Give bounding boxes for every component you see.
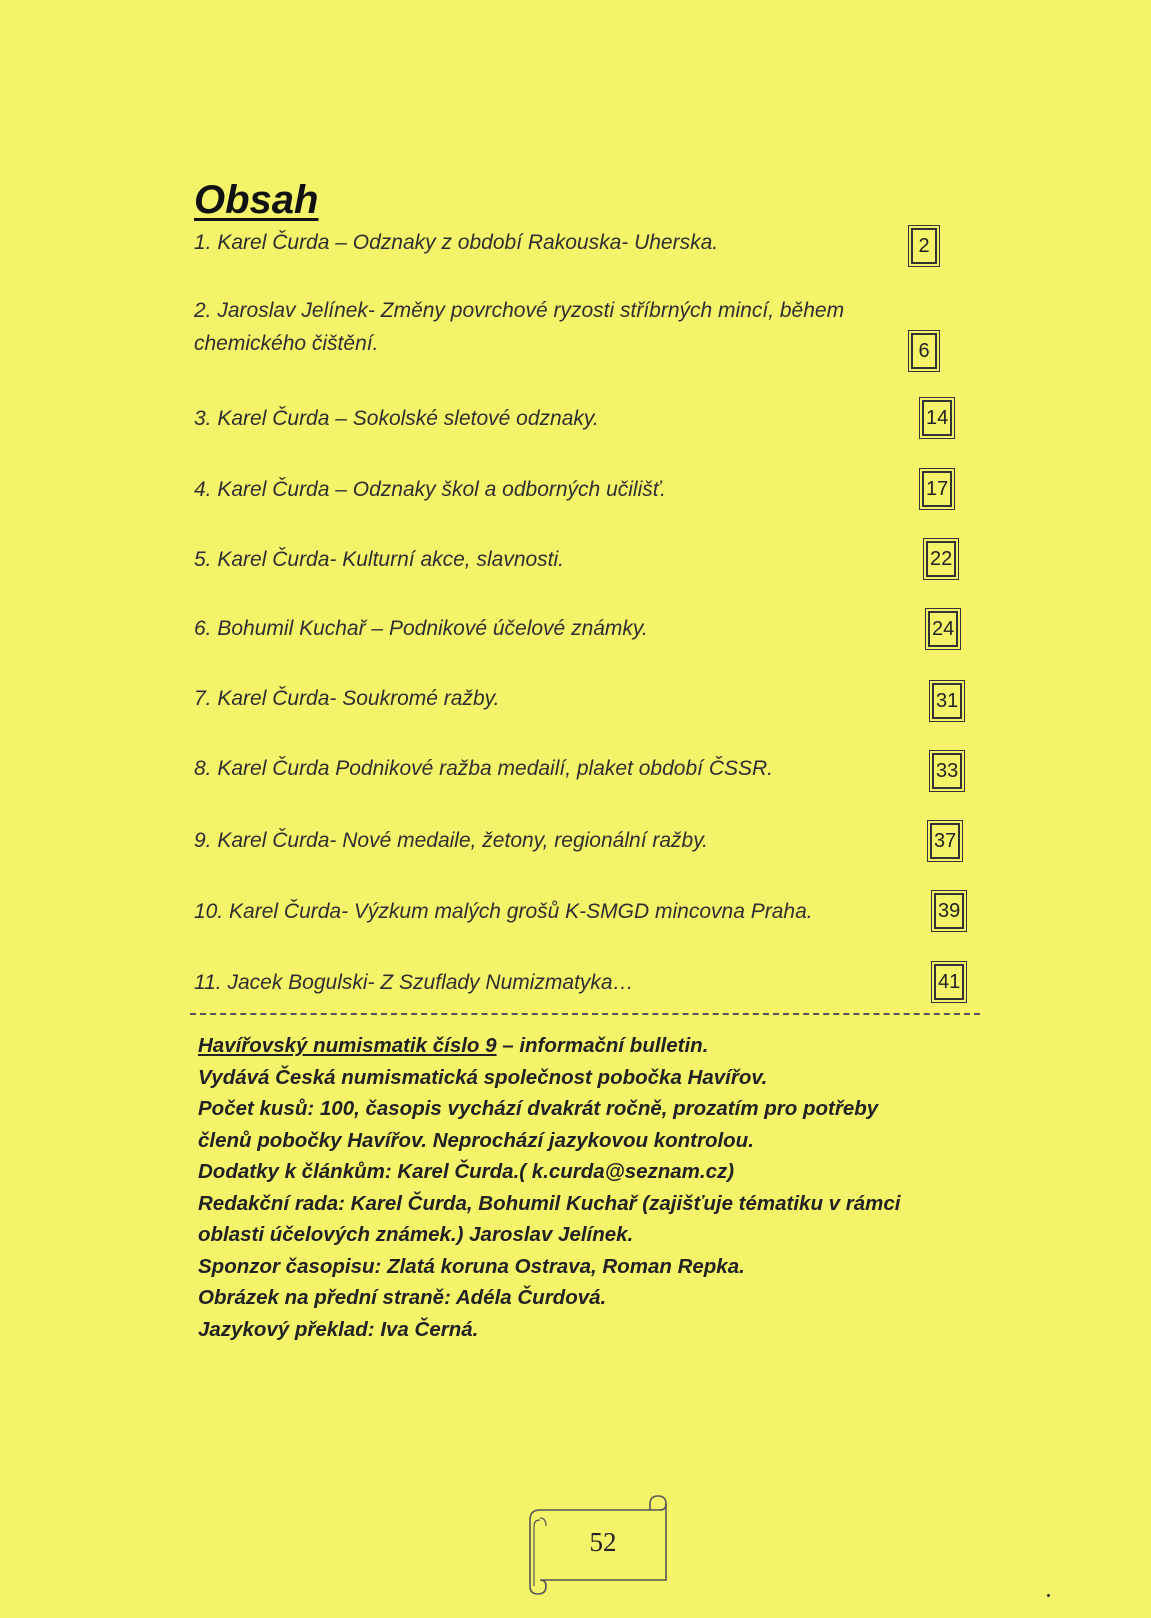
toc-page-box: 31 [932,683,962,719]
toc-number: 11. [194,971,222,994]
toc-text: Karel Čurda- Nové medaile, žetony, regionální ražby. [217,829,708,852]
dashed-divider [190,1013,980,1015]
imprint-block [198,1030,998,1345]
bulletin-name: Havířovský numismatik číslo 9 [198,1034,497,1057]
toc-page-box: 37 [930,823,960,859]
page-number: 52 [589,1527,617,1557]
toc-text: Bohumil Kuchař – Podnikové účelové známky. [217,617,648,640]
toc-item-10 [194,895,813,928]
toc-text: Jacek Bogulski- Z Szuflady Numizmatyka… [227,971,634,994]
imprint-line-6: Redakční rada: Karel Čurda, Bohumil Kuchař (zajišťuje tématiku v rámci [198,1191,901,1215]
toc-number: 6. [194,617,212,640]
toc-item-7 [194,682,499,715]
scan-speck [1047,1594,1050,1597]
toc-page-box: 39 [934,893,964,929]
page-title: Obsah [194,178,319,222]
toc-page-box: 22 [926,541,956,577]
imprint-line-7: oblasti účelových známek.) Jaroslav Jelínek. [198,1223,634,1246]
bulletin-desc: – informační bulletin. [496,1034,709,1057]
toc-number: 2. [194,299,212,322]
imprint-line-8: Sponzor časopisu: Zlatá koruna Ostrava, Roman Repka. [198,1254,745,1278]
toc-page-box: 6 [911,333,937,369]
toc-number: 7. [194,687,212,710]
toc-item-5 [194,543,564,576]
toc-page-box: 24 [928,611,958,647]
toc-text: Karel Čurda- Výzkum malých grošů K-SMGD mincovna Praha. [229,900,813,923]
imprint-line-2: Vydává Česká numismatická společnost pobočka Havířov. [198,1065,768,1089]
toc-number: 3. [194,407,212,430]
toc-text: Karel Čurda – Odznaky z období Rakouska- Uherska. [217,231,719,254]
imprint-line-1 [198,1030,998,1062]
toc-number: 9. [194,829,212,852]
toc-number: 10. [194,900,224,923]
toc-text: Karel Čurda- Soukromé ražby. [217,687,500,710]
toc-item-4 [194,473,666,506]
toc-number: 1. [194,231,212,254]
imprint-line-3: Počet kusů: 100, časopis vychází dvakrát ročně, prozatím pro potřeby [198,1097,879,1120]
toc-number: 5. [194,548,212,571]
toc-text: Karel Čurda – Odznaky škol a odborných učilišť. [217,478,667,501]
imprint-line-10: Jazykový překlad: Iva Černá. [198,1317,479,1341]
toc-page-box: 14 [922,400,952,436]
toc-number: 4. [194,478,212,501]
toc-page-box: 17 [922,471,952,507]
toc-text: Jaroslav Jelínek- Změny povrchové ryzosti stříbrných mincí, během [217,299,845,322]
toc-text: Karel Čurda – Sokolské sletové odznaky. [217,407,599,430]
toc-item-9 [194,824,708,857]
toc-text: Karel Čurda Podnikové ražba medailí, plaket období ČSSR. [217,757,773,780]
imprint-line-9: Obrázek na přední straně: Adéla Čurdová. [198,1286,607,1309]
imprint-line-5: Dodatky k článkům: Karel Čurda.( k.curda@seznam.cz) [198,1160,735,1183]
toc-text-continued: chemického čištění. [194,332,379,355]
toc-page-box: 41 [934,964,964,1000]
toc-item-1 [194,226,718,259]
toc-page-box: 33 [932,753,962,789]
toc-page-box: 2 [911,228,937,264]
toc-item-2 [194,294,844,360]
imprint-line-4: členů pobočky Havířov. Neprochází jazykovou kontrolou. [198,1128,754,1152]
toc-item-8 [194,752,773,785]
toc-item-3 [194,402,599,435]
toc-text: Karel Čurda- Kulturní akce, slavnosti. [217,548,565,571]
toc-item-11 [194,966,634,999]
toc-item-6 [194,612,648,645]
toc-number: 8. [194,757,212,780]
